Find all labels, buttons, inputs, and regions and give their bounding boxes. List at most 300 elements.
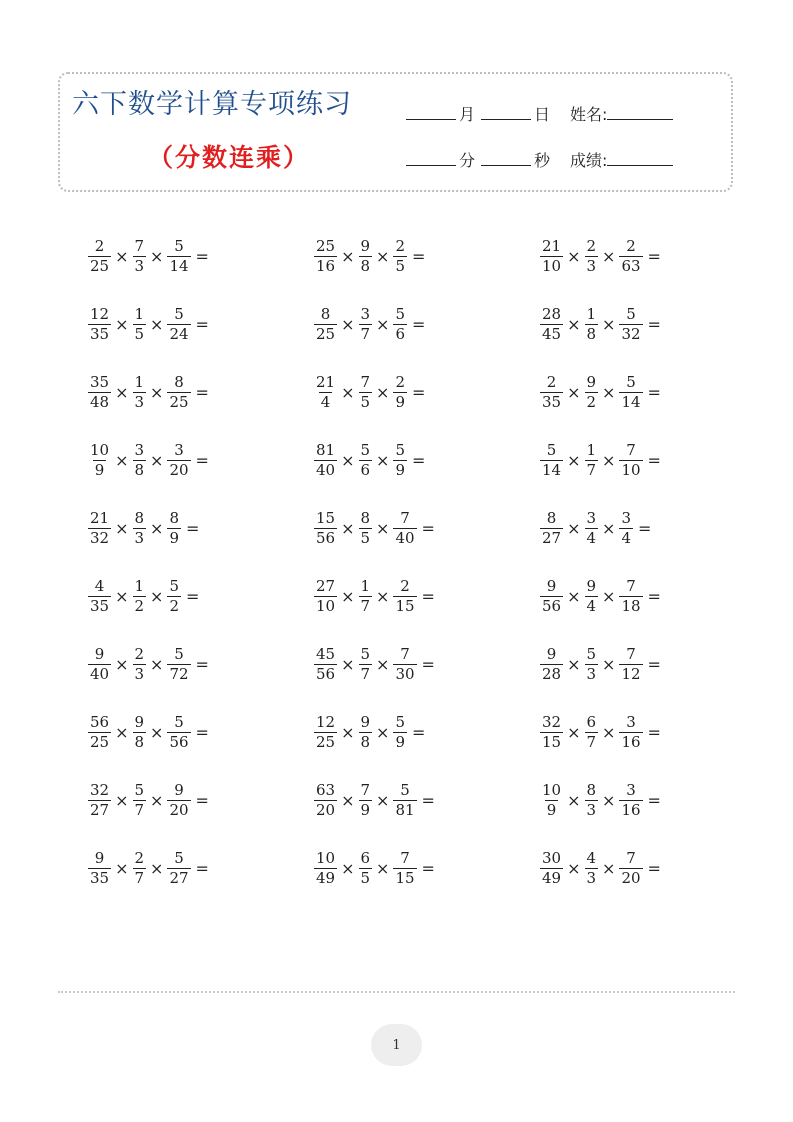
denominator: 3 — [586, 256, 597, 275]
numerator: 8 — [546, 508, 557, 527]
numerator: 32 — [542, 712, 562, 731]
fraction — [540, 848, 563, 887]
fraction — [88, 304, 111, 343]
numerator: 2 — [400, 576, 410, 595]
times-sign: × — [341, 858, 355, 878]
fraction — [619, 576, 642, 615]
numerator: 6 — [360, 848, 371, 867]
denominator: 40 — [395, 528, 415, 547]
numerator: 3 — [360, 304, 371, 323]
times-sign: × — [376, 450, 390, 470]
fraction — [167, 848, 190, 887]
equals-sign: = — [195, 246, 209, 266]
times-sign: × — [567, 586, 581, 606]
denominator: 35 — [542, 392, 562, 411]
denominator: 49 — [316, 868, 336, 887]
times-sign: × — [150, 654, 164, 674]
fraction — [359, 712, 373, 751]
times-sign: × — [341, 790, 355, 810]
fraction — [133, 236, 147, 275]
denominator: 20 — [621, 868, 641, 887]
fraction — [540, 236, 563, 275]
numerator: 32 — [90, 780, 110, 799]
times-sign: × — [376, 722, 390, 742]
denominator: 4 — [586, 596, 597, 615]
fraction — [167, 780, 190, 819]
denominator: 14 — [621, 392, 641, 411]
times-sign: × — [341, 382, 355, 402]
equals-sign: = — [647, 382, 661, 402]
fraction — [540, 780, 563, 819]
fraction — [167, 440, 190, 479]
name-blank[interactable] — [607, 104, 673, 120]
fraction — [88, 712, 111, 751]
numerator: 2 — [134, 644, 145, 663]
numerator: 5 — [169, 576, 179, 595]
denominator: 5 — [360, 392, 371, 411]
times-sign: × — [567, 382, 581, 402]
numerator: 8 — [320, 304, 331, 323]
denominator: 49 — [542, 868, 562, 887]
fraction — [314, 780, 337, 819]
equals-sign: = — [647, 858, 661, 878]
problem-item — [314, 504, 540, 552]
times-sign: × — [115, 314, 129, 334]
denominator: 14 — [169, 256, 189, 275]
page-title: 六下数学计算专项练习 — [72, 89, 352, 120]
fraction — [393, 848, 416, 887]
numerator: 1 — [586, 440, 597, 459]
fraction — [359, 440, 373, 479]
month-label: 月 — [459, 105, 476, 124]
numerator: 1 — [134, 372, 145, 391]
denominator: 5 — [360, 868, 371, 887]
times-sign: × — [602, 722, 616, 742]
numerator: 21 — [316, 372, 336, 391]
numerator: 10 — [542, 780, 562, 799]
fraction — [167, 576, 181, 615]
fraction — [133, 372, 147, 411]
denominator: 3 — [586, 800, 597, 819]
fraction — [585, 372, 599, 411]
numerator: 7 — [134, 236, 145, 255]
fraction — [167, 644, 190, 683]
denominator: 24 — [169, 324, 189, 343]
numerator: 2 — [546, 372, 557, 391]
denominator: 63 — [621, 256, 641, 275]
problem-item — [314, 708, 540, 756]
denominator: 4 — [586, 528, 597, 547]
numerator: 1 — [360, 576, 371, 595]
numerator: 12 — [316, 712, 336, 731]
denominator: 25 — [90, 732, 110, 751]
equals-sign: = — [186, 518, 200, 538]
denominator: 25 — [316, 324, 336, 343]
fraction — [619, 848, 642, 887]
denominator: 10 — [542, 256, 562, 275]
problem-item — [88, 640, 314, 688]
fraction — [88, 576, 111, 615]
denominator: 8 — [586, 324, 597, 343]
equals-sign: = — [195, 314, 209, 334]
numerator: 9 — [360, 236, 371, 255]
numerator: 1 — [586, 304, 597, 323]
fraction — [359, 304, 373, 343]
problem-item — [314, 640, 540, 688]
fraction — [619, 440, 642, 479]
numerator: 7 — [400, 848, 410, 867]
times-sign: × — [602, 654, 616, 674]
problem-item — [540, 844, 728, 892]
times-sign: × — [150, 858, 164, 878]
problem-item — [540, 504, 728, 552]
numerator: 3 — [621, 508, 631, 527]
problem-item — [540, 640, 728, 688]
score-label: 成绩: — [570, 151, 608, 170]
fraction — [359, 780, 373, 819]
times-sign: × — [341, 314, 355, 334]
denominator: 9 — [546, 800, 557, 819]
fraction — [585, 440, 599, 479]
fraction — [167, 236, 190, 275]
equals-sign: = — [412, 314, 426, 334]
times-sign: × — [567, 246, 581, 266]
denominator: 30 — [395, 664, 415, 683]
numerator: 15 — [316, 508, 336, 527]
times-sign: × — [567, 450, 581, 470]
denominator: 2 — [134, 596, 145, 615]
times-sign: × — [567, 858, 581, 878]
equals-sign: = — [421, 518, 435, 538]
fraction — [88, 780, 111, 819]
fraction — [88, 508, 111, 547]
fraction — [619, 644, 642, 683]
numerator: 9 — [360, 712, 371, 731]
problem-grid — [88, 232, 728, 892]
fraction — [393, 304, 407, 343]
equals-sign: = — [421, 858, 435, 878]
denominator: 12 — [621, 664, 641, 683]
denominator: 7 — [586, 732, 597, 751]
fraction — [585, 236, 599, 275]
numerator: 7 — [626, 440, 636, 459]
denominator: 16 — [316, 256, 336, 275]
problem-item — [88, 368, 314, 416]
numerator: 9 — [546, 576, 557, 595]
numerator: 5 — [134, 780, 145, 799]
fraction — [88, 644, 111, 683]
fraction — [133, 644, 147, 683]
fraction — [619, 508, 633, 547]
fraction — [393, 712, 407, 751]
fraction — [619, 304, 642, 343]
times-sign: × — [115, 722, 129, 742]
equals-sign: = — [647, 314, 661, 334]
numerator: 7 — [626, 848, 636, 867]
fraction — [619, 236, 642, 275]
denominator: 7 — [134, 868, 145, 887]
numerator: 35 — [90, 372, 110, 391]
fraction — [540, 440, 563, 479]
denominator: 35 — [90, 868, 110, 887]
fraction — [359, 576, 373, 615]
denominator: 32 — [621, 324, 641, 343]
denominator: 27 — [542, 528, 562, 547]
numerator: 1 — [134, 576, 145, 595]
seconds-blank[interactable] — [481, 150, 531, 166]
fraction — [314, 644, 337, 683]
month-blank[interactable] — [406, 104, 456, 120]
numerator: 2 — [134, 848, 145, 867]
numerator: 5 — [360, 644, 371, 663]
page-number: 1 — [371, 1024, 422, 1066]
problem-item — [314, 368, 540, 416]
numerator: 5 — [395, 304, 405, 323]
header-box — [58, 72, 733, 192]
fraction — [167, 508, 181, 547]
denominator: 56 — [542, 596, 562, 615]
problem-item — [88, 232, 314, 280]
equals-sign: = — [412, 382, 426, 402]
times-sign: × — [602, 246, 616, 266]
numerator: 7 — [626, 576, 636, 595]
fraction — [88, 848, 111, 887]
denominator: 20 — [169, 800, 189, 819]
denominator: 7 — [360, 664, 371, 683]
numerator: 5 — [174, 712, 184, 731]
fraction — [540, 508, 563, 547]
fraction — [619, 712, 642, 751]
denominator: 3 — [134, 664, 145, 683]
numerator: 7 — [400, 508, 410, 527]
seconds-label: 秒 — [534, 151, 551, 170]
times-sign: × — [376, 654, 390, 674]
times-sign: × — [376, 858, 390, 878]
times-sign: × — [567, 790, 581, 810]
denominator: 4 — [320, 392, 331, 411]
numerator: 7 — [360, 780, 371, 799]
denominator: 7 — [586, 460, 597, 479]
times-sign: × — [150, 722, 164, 742]
problem-item — [540, 708, 728, 756]
times-sign: × — [341, 722, 355, 742]
fraction — [133, 848, 147, 887]
date-name-row — [406, 102, 726, 126]
times-sign: × — [150, 586, 164, 606]
denominator: 3 — [586, 868, 597, 887]
denominator: 72 — [169, 664, 189, 683]
numerator: 9 — [134, 712, 145, 731]
day-blank[interactable] — [481, 104, 531, 120]
equals-sign: = — [638, 518, 652, 538]
times-sign: × — [602, 382, 616, 402]
fraction — [585, 304, 599, 343]
denominator: 7 — [360, 324, 371, 343]
denominator: 9 — [360, 800, 371, 819]
numerator: 4 — [586, 848, 597, 867]
denominator: 5 — [134, 324, 145, 343]
equals-sign: = — [186, 586, 200, 606]
times-sign: × — [376, 518, 390, 538]
fraction — [585, 848, 599, 887]
minutes-label: 分 — [459, 151, 476, 170]
numerator: 2 — [395, 372, 405, 391]
numerator: 6 — [586, 712, 597, 731]
times-sign: × — [115, 450, 129, 470]
fraction — [314, 440, 337, 479]
problem-item — [314, 436, 540, 484]
equals-sign: = — [195, 450, 209, 470]
fraction — [133, 780, 147, 819]
numerator: 2 — [586, 236, 597, 255]
problem-item — [314, 776, 540, 824]
numerator: 10 — [316, 848, 336, 867]
fraction — [393, 576, 416, 615]
score-blank[interactable] — [607, 150, 673, 166]
times-sign: × — [602, 314, 616, 334]
denominator: 35 — [90, 596, 110, 615]
denominator: 3 — [134, 392, 145, 411]
numerator: 5 — [174, 848, 184, 867]
denominator: 8 — [360, 256, 371, 275]
numerator: 7 — [360, 372, 371, 391]
denominator: 10 — [316, 596, 336, 615]
times-sign: × — [602, 790, 616, 810]
problem-item — [540, 300, 728, 348]
denominator: 3 — [586, 664, 597, 683]
numerator: 21 — [90, 508, 110, 527]
fraction — [393, 780, 416, 819]
denominator: 15 — [542, 732, 562, 751]
times-sign: × — [115, 858, 129, 878]
denominator: 81 — [395, 800, 415, 819]
numerator: 5 — [174, 644, 184, 663]
denominator: 25 — [90, 256, 110, 275]
fraction — [393, 644, 416, 683]
fraction — [619, 372, 642, 411]
fraction — [167, 304, 190, 343]
fraction — [133, 508, 147, 547]
numerator: 9 — [586, 576, 597, 595]
equals-sign: = — [647, 246, 661, 266]
times-sign: × — [376, 382, 390, 402]
numerator: 5 — [174, 304, 184, 323]
fraction — [585, 712, 599, 751]
times-sign: × — [150, 382, 164, 402]
denominator: 9 — [395, 460, 405, 479]
equals-sign: = — [412, 246, 426, 266]
denominator: 8 — [134, 460, 145, 479]
numerator: 10 — [90, 440, 110, 459]
equals-sign: = — [412, 450, 426, 470]
times-sign: × — [115, 654, 129, 674]
times-sign: × — [341, 654, 355, 674]
denominator: 48 — [90, 392, 110, 411]
times-sign: × — [376, 246, 390, 266]
denominator: 14 — [542, 460, 562, 479]
numerator: 8 — [360, 508, 371, 527]
fraction — [133, 304, 147, 343]
fraction — [393, 440, 407, 479]
numerator: 5 — [360, 440, 371, 459]
times-sign: × — [567, 722, 581, 742]
denominator: 5 — [395, 256, 405, 275]
fraction — [359, 372, 373, 411]
fraction — [540, 644, 563, 683]
denominator: 6 — [395, 324, 405, 343]
equals-sign: = — [647, 654, 661, 674]
numerator: 63 — [316, 780, 336, 799]
problem-item — [88, 776, 314, 824]
numerator: 5 — [586, 644, 597, 663]
denominator: 16 — [621, 732, 641, 751]
times-sign: × — [115, 518, 129, 538]
problem-item — [314, 572, 540, 620]
times-sign: × — [376, 314, 390, 334]
times-sign: × — [150, 518, 164, 538]
times-sign: × — [567, 654, 581, 674]
numerator: 8 — [586, 780, 597, 799]
fraction — [585, 644, 599, 683]
numerator: 9 — [546, 644, 557, 663]
denominator: 15 — [395, 596, 415, 615]
denominator: 56 — [316, 528, 336, 547]
denominator: 3 — [134, 256, 145, 275]
equals-sign: = — [195, 722, 209, 742]
equals-sign: = — [647, 450, 661, 470]
denominator: 40 — [316, 460, 336, 479]
problem-item — [540, 572, 728, 620]
times-sign: × — [115, 246, 129, 266]
denominator: 25 — [169, 392, 189, 411]
minutes-blank[interactable] — [406, 150, 456, 166]
numerator: 9 — [94, 848, 105, 867]
fraction — [585, 780, 599, 819]
fraction — [359, 644, 373, 683]
numerator: 2 — [395, 236, 405, 255]
numerator: 3 — [134, 440, 145, 459]
fraction — [359, 848, 373, 887]
denominator: 2 — [169, 596, 179, 615]
times-sign: × — [376, 586, 390, 606]
equals-sign: = — [195, 382, 209, 402]
denominator: 27 — [169, 868, 189, 887]
times-sign: × — [567, 314, 581, 334]
fraction — [393, 372, 407, 411]
times-sign: × — [376, 790, 390, 810]
numerator: 30 — [542, 848, 562, 867]
denominator: 56 — [316, 664, 336, 683]
numerator: 1 — [134, 304, 145, 323]
denominator: 9 — [94, 460, 105, 479]
numerator: 2 — [94, 236, 105, 255]
denominator: 5 — [360, 528, 371, 547]
times-sign: × — [341, 246, 355, 266]
name-label: 姓名: — [570, 105, 608, 124]
times-sign: × — [602, 518, 616, 538]
numerator: 81 — [316, 440, 336, 459]
fraction — [314, 236, 337, 275]
equals-sign: = — [195, 790, 209, 810]
fraction — [540, 372, 563, 411]
denominator: 10 — [621, 460, 641, 479]
fraction — [88, 236, 111, 275]
times-sign: × — [115, 382, 129, 402]
fraction — [314, 372, 337, 411]
equals-sign: = — [421, 790, 435, 810]
fraction — [314, 304, 337, 343]
equals-sign: = — [421, 654, 435, 674]
